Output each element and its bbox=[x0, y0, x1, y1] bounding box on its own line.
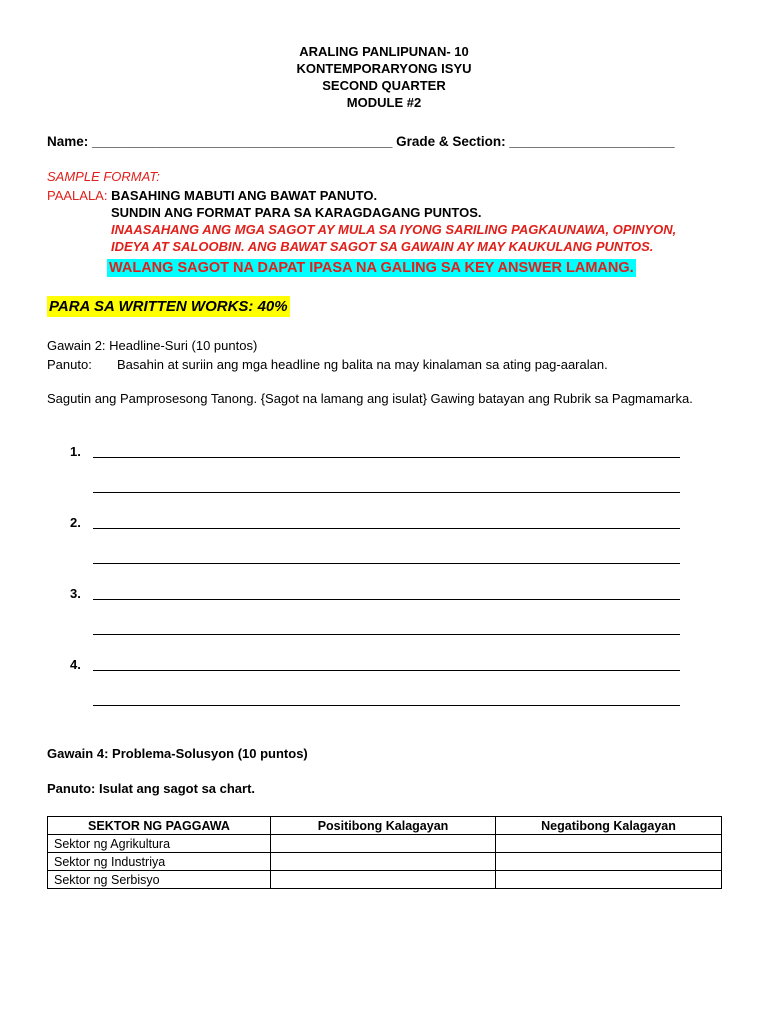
table-cell[interactable] bbox=[271, 871, 496, 889]
table-row bbox=[48, 871, 722, 889]
column-header: SEKTOR NG PAGGAWA bbox=[48, 817, 271, 835]
header-topic: KONTEMPORARYONG ISYU bbox=[296, 61, 472, 76]
question-2 bbox=[70, 515, 680, 545]
answer-line[interactable] bbox=[93, 528, 680, 529]
table-cell[interactable] bbox=[271, 853, 496, 871]
question-number: 4. bbox=[70, 657, 81, 672]
question-1 bbox=[70, 444, 680, 474]
name-blank[interactable]: ________________________________________ bbox=[92, 134, 393, 149]
table-cell: Sektor ng Industriya bbox=[48, 853, 271, 871]
header-module: MODULE #2 bbox=[346, 95, 422, 110]
column-header: Negatibong Kalagayan bbox=[496, 817, 722, 835]
written-works-heading: PARA SA WRITTEN WORKS: 40% bbox=[49, 298, 288, 315]
paalala-line-2: SUNDIN ANG FORMAT PARA SA KARAGDAGANG PUNTOS. bbox=[111, 205, 482, 220]
warning-banner: WALANG SAGOT NA DAPAT IPASA NA GALING SA KEY ANSWER LAMANG. bbox=[109, 260, 634, 276]
answer-line[interactable] bbox=[93, 563, 680, 564]
paalala-block bbox=[47, 187, 747, 255]
answer-line[interactable] bbox=[93, 457, 680, 458]
question-4 bbox=[70, 657, 680, 687]
sagutin-instructions: Sagutin ang Pamprosesong Tanong. {Sagot na lamang ang isulat} Gawing batayan ang Rubrik sa Pagmamarka. bbox=[47, 391, 693, 406]
answer-line[interactable] bbox=[93, 634, 680, 635]
question-number: 3. bbox=[70, 586, 81, 601]
gawain-4-title: Gawain 4: Problema-Solusyon (10 puntos) bbox=[47, 746, 308, 761]
column-header: Positibong Kalagayan bbox=[271, 817, 496, 835]
header-quarter: SECOND QUARTER bbox=[322, 78, 446, 93]
table-row bbox=[48, 835, 722, 853]
grade-section-blank[interactable]: ______________________ bbox=[509, 134, 675, 149]
answer-line[interactable] bbox=[93, 599, 680, 600]
name-grade-row bbox=[47, 134, 727, 149]
sektor-chart-table bbox=[47, 816, 722, 889]
answer-line[interactable] bbox=[93, 670, 680, 671]
question-number: 1. bbox=[70, 444, 81, 459]
paalala-line-1: BASAHING MABUTI ANG BAWAT PANUTO. bbox=[111, 188, 378, 203]
answer-line[interactable] bbox=[93, 705, 680, 706]
paalala-line-4: IDEYA AT SALOOBIN. ANG BAWAT SAGOT SA GAWAIN AY MAY KAUKULANG PUNTOS. bbox=[111, 239, 654, 254]
sample-format-label: SAMPLE FORMAT: bbox=[47, 169, 160, 184]
table-cell[interactable] bbox=[496, 853, 722, 871]
table-row bbox=[48, 853, 722, 871]
table-cell[interactable] bbox=[271, 835, 496, 853]
paalala-line-3: INAASAHANG ANG MGA SAGOT AY MULA SA IYONG SARILING PAGKAUNAWA, OPINYON, bbox=[111, 222, 677, 237]
gawain-4-panuto: Panuto: Isulat ang sagot sa chart. bbox=[47, 781, 256, 796]
gawain-2-title: Gawain 2: Headline-Suri (10 puntos) bbox=[47, 338, 258, 353]
table-header-row bbox=[48, 817, 722, 835]
question-number: 2. bbox=[70, 515, 81, 530]
gawain-2-panuto-text: Basahin at suriin ang mga headline ng balita na may kinalaman sa ating pag-aaralan. bbox=[117, 357, 608, 372]
grade-section-label: Grade & Section: bbox=[396, 134, 506, 149]
table-cell[interactable] bbox=[496, 871, 722, 889]
question-3 bbox=[70, 586, 680, 616]
gawain-2-block bbox=[47, 336, 608, 374]
name-label: Name: bbox=[47, 134, 89, 149]
table-cell: Sektor ng Serbisyo bbox=[48, 871, 271, 889]
table-cell[interactable] bbox=[496, 835, 722, 853]
header-subject: ARALING PANLIPUNAN- 10 bbox=[299, 44, 469, 59]
document-header bbox=[0, 43, 768, 111]
table-cell: Sektor ng Agrikultura bbox=[48, 835, 271, 853]
gawain-2-panuto-label: Panuto: bbox=[47, 357, 92, 372]
paalala-label: PAALALA: bbox=[47, 188, 108, 203]
answer-line[interactable] bbox=[93, 492, 680, 493]
